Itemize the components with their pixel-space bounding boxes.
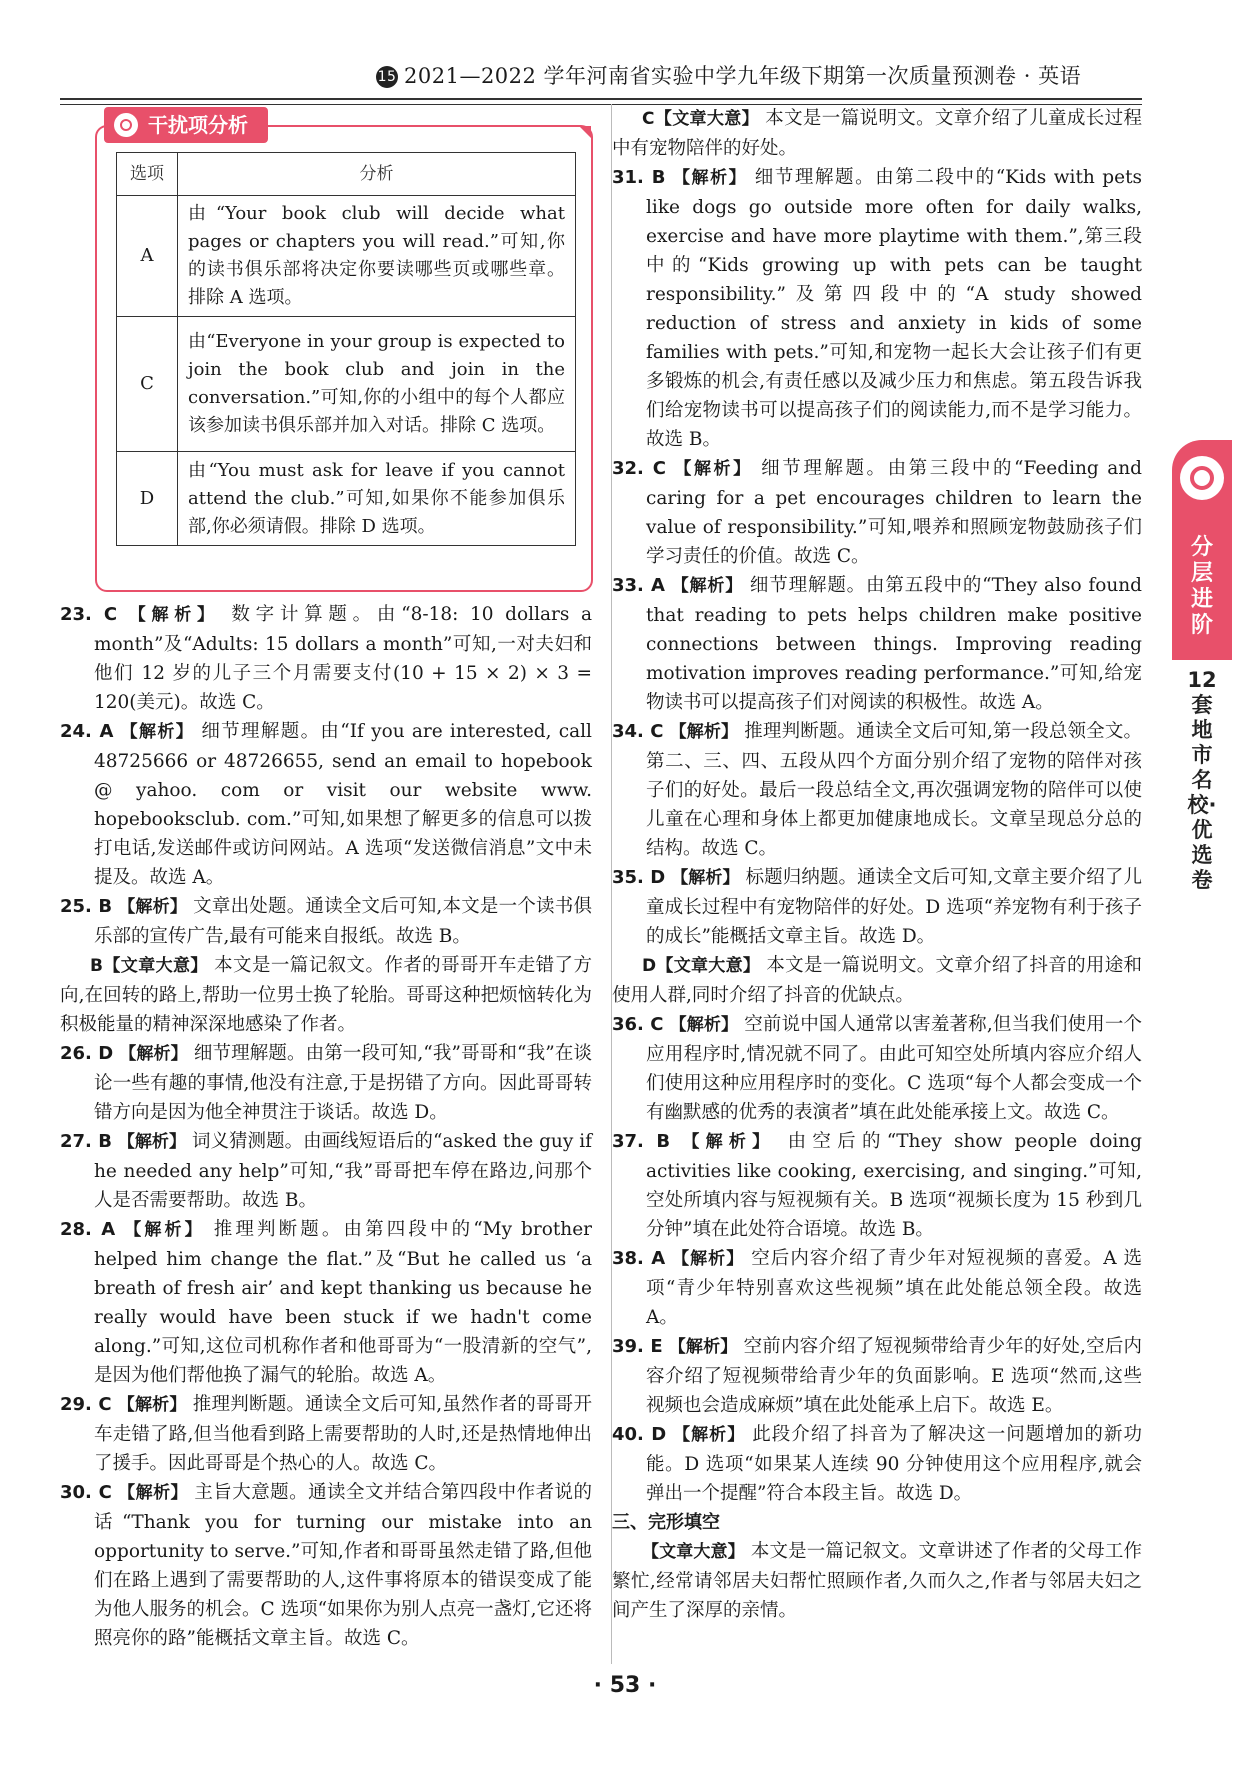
answer-explanation	[612, 454, 1142, 571]
answer-explanation	[612, 1010, 1142, 1127]
answer-explanation	[60, 1039, 592, 1127]
explanation-text: 细节理解题。由第三段中的“Feeding and caring for a pet encourages children to learn the value of responsibility.”可知,喂养和照顾宠物鼓励孩子们学习责任的价值。故选 C。	[646, 458, 1142, 567]
question-number: 35. D	[612, 867, 666, 888]
target-logo-icon	[1180, 456, 1224, 500]
answer-explanation	[612, 571, 1142, 717]
analysis-tag: 【解析】	[128, 605, 220, 625]
box-corner-decoration	[579, 126, 591, 138]
answer-explanation	[612, 863, 1142, 951]
question-number: 36. C	[612, 1014, 664, 1035]
question-number: 30. C	[60, 1482, 112, 1503]
passage-summary	[612, 951, 1142, 1010]
question-number: 34. C	[612, 721, 664, 742]
volume-badge: 15	[376, 66, 398, 88]
distractor-analysis-title	[104, 107, 268, 143]
explanation-text: 由空后的“They show people doing activities like cooking, exercising, and singing.”可知,空处所填内容与短视频有关。B 选项“视频长度为 15 秒到几分钟”填在此处符合语境。故选 B。	[646, 1131, 1143, 1240]
question-number: 27. B	[60, 1131, 112, 1152]
page-number: · 53 ·	[593, 1673, 657, 1698]
explanation-text: 词义猜测题。由画线短语后的“asked the guy if he needed any help”可知,“我”哥哥把车停在路边,问那个人是否需要帮助。故选 B。	[94, 1131, 592, 1211]
side-label-level: 分层进阶	[1190, 535, 1213, 638]
answer-explanation	[60, 1478, 592, 1653]
question-number: 37. B	[612, 1131, 671, 1152]
summary-tag: 【文章大意】	[642, 1542, 745, 1562]
question-number: 32. C	[612, 458, 666, 479]
analysis-tag: 【解析】	[672, 1249, 745, 1269]
passage-summary	[612, 104, 1142, 163]
analysis-cell: 由“Everyone in your group is expected to join the book club and join in the conversation.”可知,你的小组中的每个人都应该参加读书俱乐部并加入对话。排除 C 选项。	[178, 317, 576, 452]
explanation-text: 细节理解题。由第五段中的“They also found that reading to pets helps children make positive connections between things. Improving reading motivation improves reading performance.”可知,给宠物读书可以提高孩子们对阅读的积极性。故选 A。	[646, 575, 1143, 713]
header-title: 2021—2022 学年河南省实验中学九年级下期第一次质量预测卷 · 英语	[404, 64, 1082, 88]
analysis-tag: 【解析】	[120, 722, 195, 742]
explanation-text: 空后内容介绍了青少年对短视频的喜爱。A 选项“青少年特别喜欢这些视频”填在此处能总领全段。故选 A。	[646, 1248, 1142, 1328]
explanation-text: 空前内容介绍了短视频带给青少年的好处,空后内容介绍了短视频带给青少年的负面影响。E 选项“然而,这些视频也会造成麻烦”填在此处能承上启下。故选 E。	[646, 1336, 1143, 1416]
answer-explanation	[612, 1244, 1142, 1332]
analysis-tag: 【解析】	[682, 1132, 776, 1152]
summary-text: 本文是一篇记叙文。文章讲述了作者的父母工作繁忙,经常请邻居夫妇帮忙照顾作者,久而久之,作者与邻居夫妇之间产生了深厚的亲情。	[612, 1541, 1142, 1621]
answer-explanation	[612, 163, 1142, 454]
section-title: 三、完形填空	[612, 1512, 720, 1533]
page-header	[376, 60, 1081, 90]
answer-explanation	[60, 1127, 592, 1215]
summary-tag: B【文章大意】	[90, 956, 208, 976]
question-number: 31. B	[612, 167, 666, 188]
summary-text: 本文是一篇说明文。文章介绍了儿童成长过程中有宠物陪伴的好处。	[612, 108, 1142, 159]
analysis-tag: 【解析】	[672, 168, 748, 188]
analysis-tag: 【解析】	[671, 868, 740, 888]
question-number: 25. B	[60, 896, 113, 917]
analysis-tag: 【解析】	[673, 1425, 746, 1445]
question-number: 40. D	[612, 1424, 667, 1445]
option-cell: C	[117, 317, 178, 452]
analysis-tag: 【解析】	[117, 1132, 187, 1152]
summary-text: 本文是一篇记叙文。作者的哥哥开车走错了方向,在回转的路上,帮助一位男士换了轮胎。哥哥这种把烦恼转化为积极能量的精神深深地感染了作者。	[60, 955, 592, 1035]
summary-tag: D【文章大意】	[642, 956, 761, 976]
passage-summary	[60, 951, 592, 1039]
analysis-tag: 【解析】	[669, 1015, 739, 1035]
answer-explanation	[60, 1215, 592, 1390]
passage-summary	[612, 1537, 1142, 1625]
analysis-tag: 【解析】	[119, 1044, 188, 1064]
question-number: 28. A	[60, 1219, 116, 1240]
analysis-table	[116, 152, 576, 546]
answer-explanation	[60, 1390, 592, 1478]
target-icon	[114, 113, 138, 137]
table-row	[117, 452, 576, 546]
left-column	[60, 600, 592, 1653]
analysis-tag: 【解析】	[668, 1337, 738, 1357]
question-number: 23. C	[60, 604, 118, 625]
analysis-cell: 由“You must ask for leave if you cannot attend the club.”可知,如果你不能参加俱乐部,你必须请假。排除 D 选项。	[178, 452, 576, 546]
answer-explanation	[612, 1420, 1142, 1508]
analysis-tag: 【解析】	[117, 1395, 187, 1415]
analysis-tag: 【解析】	[124, 1220, 205, 1240]
analysis-tag: 【解析】	[669, 722, 739, 742]
explanation-text: 文章出处题。通读全文后可知,本文是一个读书俱乐部的宣传广告,最有可能来自报纸。故选 B。	[94, 896, 592, 947]
analysis-tag: 【解析】	[118, 897, 188, 917]
analysis-tag: 【解析】	[671, 576, 744, 596]
table-row	[117, 196, 576, 317]
question-number: 24. A	[60, 721, 114, 742]
explanation-text: 数字计算题。由“8-18: 10 dollars a month”及“Adults: 15 dollars a month”可知,一对夫妇和他们 12 岁的儿子三个月需要支付(10 + 15 × 2) × 3 = 120(美元)。故选 C。	[94, 604, 593, 713]
analysis-cell: 由“Your book club will decide what pages or chapters you will read.”可知,你的读书俱乐部将决定你要读哪些页或哪些章。排除 A 选项。	[178, 196, 576, 317]
summary-text: 本文是一篇说明文。文章介绍了抖音的用途和使用人群,同时介绍了抖音的优缺点。	[612, 955, 1142, 1006]
answer-explanation	[612, 1127, 1142, 1244]
explanation-text: 细节理解题。由第二段中的“Kids with pets like dogs go outside more often for daily walks, exercise and have more playtime with them.”,第三段中的“Kids growing up with pets can be taught responsibility.”及第四段中的“A study showed reduction of stress and anxiety in kids of some families with pets.”可知,和宠物一起长大会让孩子们有更多锻炼的机会,有责任感以及减少压力和焦虑。第五段告诉我们给宠物读书可以提高孩子们的阅读能力,而不是学习能力。故选 B。	[646, 167, 1142, 450]
question-number: 39. E	[612, 1336, 663, 1357]
answer-explanation	[60, 600, 592, 717]
column-header-option: 选项	[117, 153, 178, 196]
explanation-text: 主旨大意题。通读全文并结合第四段中作者说的话“Thank you for turning our mistake into an opportunity to serve.”可知,作者和哥哥虽然走错了路,但他们在路上遇到了需要帮助的人,这件事将原本的错误变成了能为他人服务的机会。C 选项“如果你为别人点亮一盏灯,它还将照亮你的路”能概括文章主旨。故选 C。	[94, 1482, 592, 1649]
answer-explanation	[612, 717, 1142, 863]
analysis-tag: 【解析】	[674, 459, 753, 479]
question-number: 29. C	[60, 1394, 112, 1415]
explanation-text: 推理判断题。通读全文后可知,第一段总领全文。第二、三、四、五段从四个方面分别介绍了宠物的陪伴对孩子们的好处。最后一段总结全文,再次强调宠物的陪伴可以使儿童在心理和身体上都更加健康地成长。文章呈现总分总的结构。故选 C。	[646, 721, 1142, 859]
option-cell: D	[117, 452, 178, 546]
question-number: 38. A	[612, 1248, 666, 1269]
explanation-text: 推理判断题。由第四段中的“My brother helped him change the flat.”及“But he called us ‘a breath of fresh air’ and kept thanking us because he really would have been stuck if we hadn't come along.”可知,这位司机称作者和他哥哥为“一股清新的空气”,是因为他们帮他换了漏气的轮胎。故选 A。	[94, 1219, 593, 1386]
question-number: 26. D	[60, 1043, 114, 1064]
column-header-analysis: 分析	[178, 153, 576, 196]
explanation-text: 空前说中国人通常以害羞著称,但当我们使用一个应用程序时,情况就不同了。由此可知空处所填内容应介绍人们使用这种应用程序时的变化。C 选项“每个人都会变成一个有幽默感的优秀的表演者”填在此处能承接上文。故选 C。	[646, 1014, 1142, 1123]
side-label-series: 12套地市名校·优选卷	[1187, 668, 1217, 892]
table-header-row	[117, 153, 576, 196]
explanation-text: 推理判断题。通读全文后可知,虽然作者的哥哥开车走错了路,但当他看到路上需要帮助的人时,还是热情地伸出了援手。因此哥哥是个热心的人。故选 C。	[94, 1394, 592, 1474]
explanation-text: 标题归纳题。通读全文后可知,文章主要介绍了儿童成长过程中有宠物陪伴的好处。D 选项“养宠物有利于孩子的成长”能概括文章主旨。故选 D。	[646, 867, 1142, 947]
explanation-text: 细节理解题。由第一段可知,“我”哥哥和“我”在谈论一些有趣的事情,他没有注意,于是拐错了方向。因此哥哥转错方向是因为他全神贯注于谈话。故选 D。	[94, 1043, 592, 1123]
answer-explanation	[60, 892, 592, 951]
answer-explanation	[60, 717, 592, 892]
answer-explanation	[612, 1332, 1142, 1420]
table-row	[117, 317, 576, 452]
question-number: 33. A	[612, 575, 665, 596]
summary-tag: C【文章大意】	[642, 109, 759, 129]
explanation-text: 此段介绍了抖音为了解决这一问题增加的新功能。D 选项“如果某人连续 90 分钟使用这个应用程序,就会弹出一个提醒”符合本段主旨。故选 D。	[646, 1424, 1142, 1504]
explanation-text: 细节理解题。由“If you are interested, call 48725666 or 48726655, send an email to hopebook @ yahoo. com or visit our website www. hopebooksclub. com.”可知,如果想了解更多的信息可以拨打电话,发送邮件或访问网站。A 选项“发送微信消息”文中未提及。故选 A。	[94, 721, 592, 888]
box-title-text: 干扰项分析	[148, 113, 248, 137]
option-cell: A	[117, 196, 178, 317]
right-column	[612, 104, 1142, 1625]
analysis-tag: 【解析】	[118, 1483, 188, 1503]
